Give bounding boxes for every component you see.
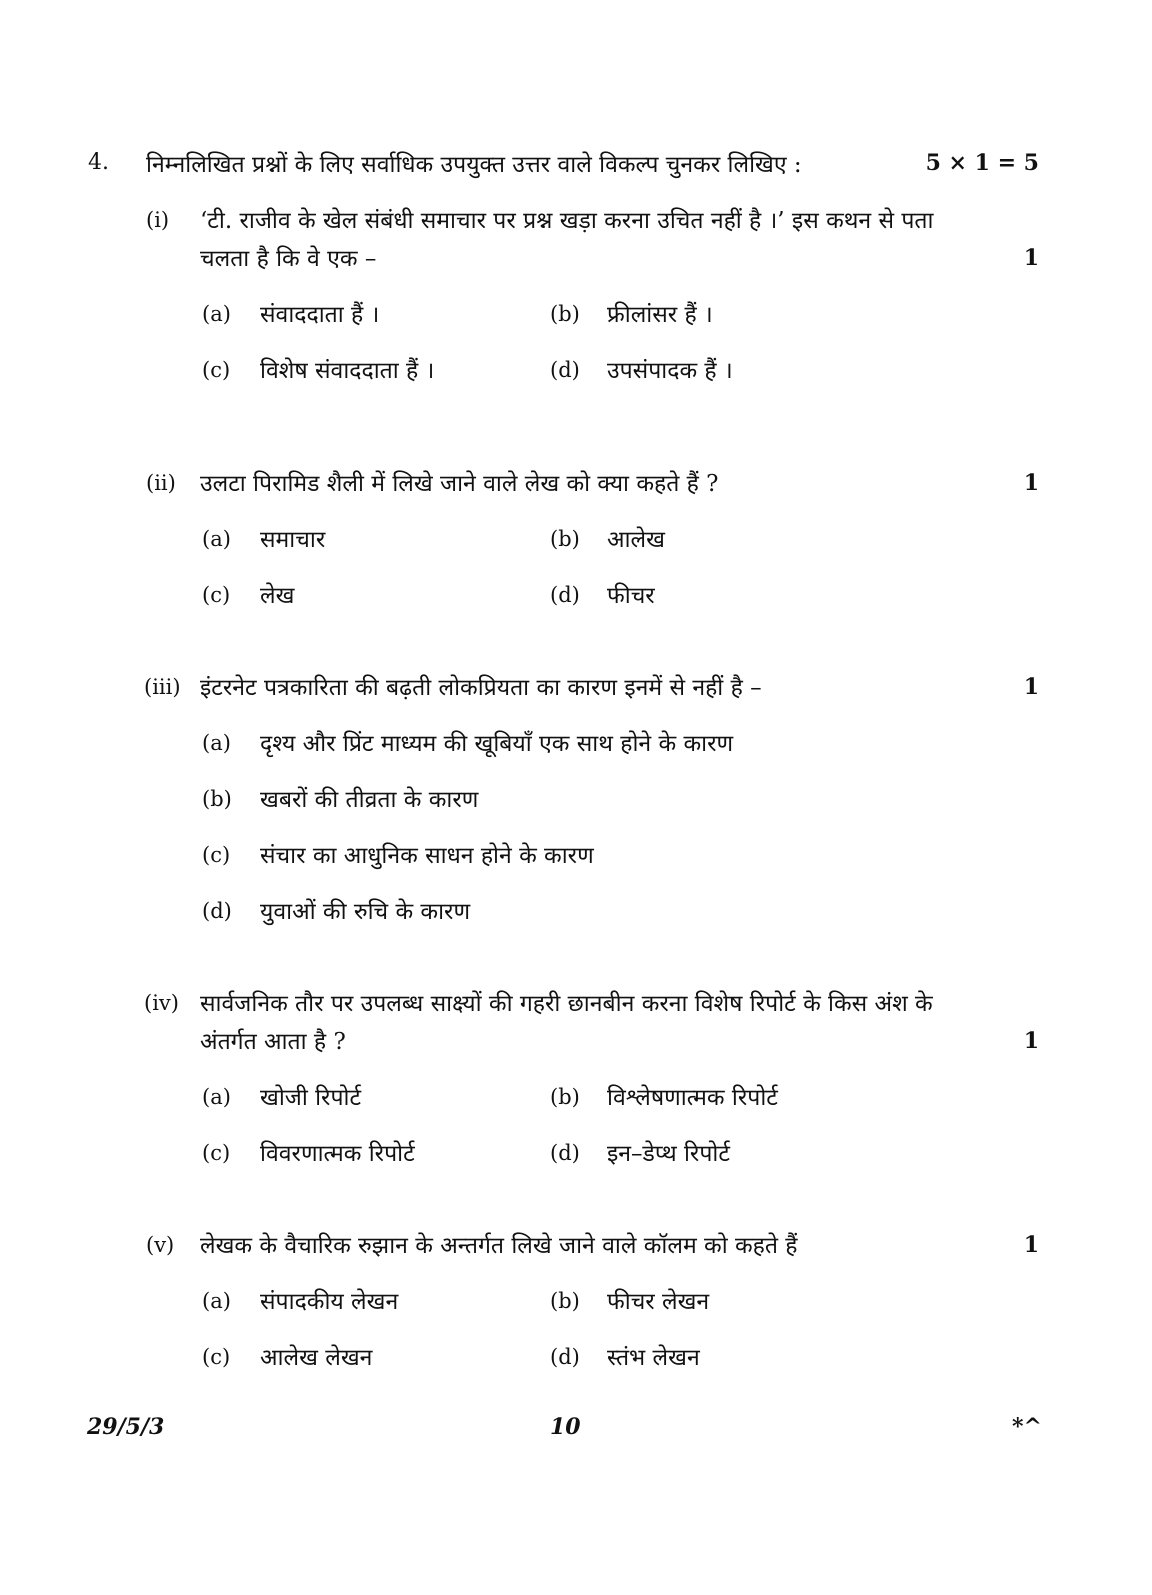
subquestion-marks: 1 — [1023, 245, 1039, 271]
subquestion-text: लेखक के वैचारिक रुझान के अन्तर्गत लिखे जाने वाले कॉलम को कहते हैं — [200, 1233, 798, 1259]
option-text: लेख — [260, 583, 295, 609]
option-label: (a) — [202, 302, 231, 326]
option-text: युवाओं की रुचि के कारण — [260, 899, 471, 925]
option-label: (d) — [202, 899, 232, 923]
question-instruction: निम्नलिखित प्रश्नों के लिए सर्वाधिक उपयुक्त उत्तर वाले विकल्प चुनकर लिखिए : — [146, 152, 802, 178]
paper-code: 29/5/3 — [87, 1414, 165, 1440]
subquestion-text: इंटरनेट पत्रकारिता की बढ़ती लोकप्रियता का कारण इनमें से नहीं है – — [200, 675, 762, 701]
subquestion-text-line2: अंतर्गत आता है ? — [200, 1029, 346, 1055]
subquestion-marks: 1 — [1023, 470, 1039, 496]
option-label: (c) — [202, 1345, 231, 1369]
option-text: उपसंपादक हैं । — [607, 358, 733, 384]
option-text: फीचर — [607, 583, 655, 609]
option-label: (a) — [202, 527, 231, 551]
option-text: इन–डेप्थ रिपोर्ट — [607, 1141, 730, 1167]
option-text: संपादकीय लेखन — [260, 1289, 399, 1315]
option-label: (d) — [550, 1345, 580, 1369]
option-text: दृश्य और प्रिंट माध्यम की खूबियाँ एक साथ होने के कारण — [260, 731, 734, 757]
option-text: फ्रीलांसर हैं । — [607, 302, 713, 328]
subquestion-text-line2: चलता है कि वे एक – — [200, 246, 377, 272]
option-label: (c) — [202, 1141, 231, 1165]
question-marks: 5 × 1 = 5 — [925, 150, 1039, 176]
option-label: (c) — [202, 583, 231, 607]
subquestion-number: (ii) — [146, 471, 176, 495]
subquestion-marks: 1 — [1023, 1232, 1039, 1258]
option-text: विश्लेषणात्मक रिपोर्ट — [607, 1085, 778, 1111]
subquestion-number: (iv) — [144, 991, 179, 1015]
option-text: संवाददाता हैं । — [260, 302, 380, 328]
option-label: (d) — [550, 583, 580, 607]
option-label: (b) — [550, 1085, 580, 1109]
question-number: 4. — [88, 150, 109, 175]
option-label: (b) — [550, 302, 580, 326]
option-label: (d) — [550, 1141, 580, 1165]
option-label: (c) — [202, 358, 231, 382]
subquestion-marks: 1 — [1023, 1028, 1039, 1054]
subquestion-number: (i) — [146, 208, 170, 232]
subquestion-text: उलटा पिरामिड शैली में लिखे जाने वाले लेख को क्या कहते हैं ? — [200, 471, 719, 497]
subquestion-number: (v) — [146, 1233, 175, 1257]
subquestion-text: सार्वजनिक तौर पर उपलब्ध साक्ष्यों की गहरी छानबीन करना विशेष रिपोर्ट के किस अंश के — [200, 991, 933, 1017]
option-text: स्तंभ लेखन — [607, 1345, 700, 1371]
option-text: संचार का आधुनिक साधन होने के कारण — [260, 843, 594, 869]
option-text: समाचार — [260, 527, 326, 553]
option-label: (a) — [202, 731, 231, 755]
subquestion-marks: 1 — [1023, 674, 1039, 700]
option-text: खबरों की तीव्रता के कारण — [260, 787, 479, 813]
option-text: आलेख — [607, 527, 665, 553]
option-label: (d) — [550, 358, 580, 382]
option-label: (a) — [202, 1289, 231, 1313]
option-text: विशेष संवाददाता हैं । — [260, 358, 435, 384]
option-label: (a) — [202, 1085, 231, 1109]
option-label: (c) — [202, 843, 231, 867]
subquestion-number: (iii) — [144, 675, 181, 699]
page-number: 10 — [550, 1414, 581, 1440]
subquestion-text: ‘टी. राजीव के खेल संबंधी समाचार पर प्रश्न खड़ा करना उचित नहीं है ।’ इस कथन से पता — [200, 208, 934, 234]
option-label: (b) — [202, 787, 232, 811]
option-label: (b) — [550, 527, 580, 551]
option-text: खोजी रिपोर्ट — [260, 1085, 362, 1111]
option-text: फीचर लेखन — [607, 1289, 710, 1315]
option-text: आलेख लेखन — [260, 1345, 373, 1371]
option-label: (b) — [550, 1289, 580, 1313]
option-text: विवरणात्मक रिपोर्ट — [260, 1141, 415, 1167]
footer-mark: *^ — [1012, 1414, 1042, 1440]
